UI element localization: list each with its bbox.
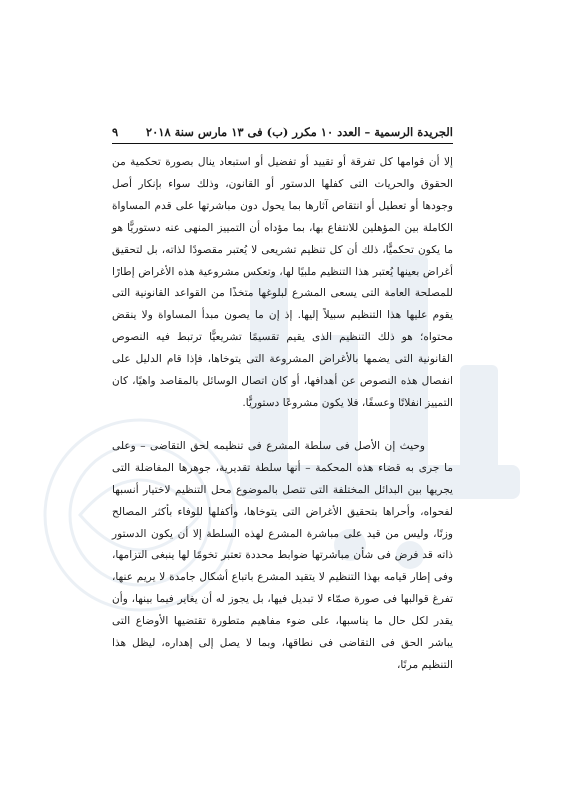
document-body — [112, 152, 453, 677]
page-number: ٩ — [112, 125, 119, 139]
paragraph-1: إلا أن قوامها كل تفرقة أو تقييد أو تفضيل أو استبعاد ينال بصورة تحكمية من الحقوق والحريات التى كفلها الدستور أو القانون، وذلك سواء بإنكار أصل وجودها أو تعطيل أو انتقاص آثارها بما يحول دون مباشرتها على قدم المساواة الكاملة بين المؤهلين للانتفاع بها، بما مؤداه أن التمييز المنهى عنه دستوريًّا هو ما يكون تحكميًّا، ذلك أن كل تنظيم تشريعى لا يُعتبر مقصودًا لذاته، بل لتحقيق أغراض بعينها يُعتبر هذا التنظيم ملبيًا لها، وتعكس مشروعية هذه الأغراض إطارًا للمصلحة العامة التى يسعى المشرع لبلوغها متخذًا من القواعد القانونية التى يقوم عليها هذا التنظيم سبيلاً إليها. إذ إن ما يصون مبدأ المساواة ولا ينقض محتواه؛ هو ذلك التنظيم الذى يقيم تقسيمًا تشريعيًّا ترتبط فيه النصوص القانونية التى يضمها بالأغراض المشروعة التى يتوخاها، فإذا قام الدليل على انفصال هذه النصوص عن أهدافها، أو كان اتصال الوسائل بالمقاصد واهيًا، كان التمييز انفلاتًا وعسفًا، فلا يكون مشروعًا دستوريًّا. — [112, 156, 453, 409]
paragraph-2: وحيث إن الأصل فى سلطة المشرع فى تنظيمه لحق التقاضى – وعلى ما جرى به قضاء هذه المحكمة – أنها سلطة تقديرية، جوهرها المفاضلة التى يجريها بين البدائل المختلفة التى تتصل بالموضوع محل التنظيم لاختيار أنسبها لفحواه، وأحراها بتحقيق الأغراض التى يتوخاها، وأكفلها للوفاء بأكثر المصالح وزنًا، وليس من قيد على مباشرة المشرع لهذه السلطة إلا أن يكون الدستور ذاته قد فرض فى شأن مباشرتها ضوابط محددة تعتبر تخومًا لها ينبغى التزامها، وفى إطار قيامه بهذا التنظيم لا يتقيد المشرع باتباع أشكال جامدة لا يريم عنها، تفرغ قوالبها فى صورة صمّاء لا تبديل فيها، بل يجوز له أن يغاير فيما بينها، وأن يقدر لكل حال ما يناسبها، على ضوء مفاهيم متطورة تقتضيها الأوضاع التى يباشر الحق فى التقاضى فى نطاقها، وبما لا يصل إلى إهداره، ليظل هذا التنظيم مرنًا، — [112, 439, 453, 671]
gazette-title: الجريدة الرسمية – العدد ١٠ مكرر (ب) فى ١٣ مارس سنة ٢٠١٨ — [145, 125, 453, 139]
page-header — [112, 117, 453, 144]
